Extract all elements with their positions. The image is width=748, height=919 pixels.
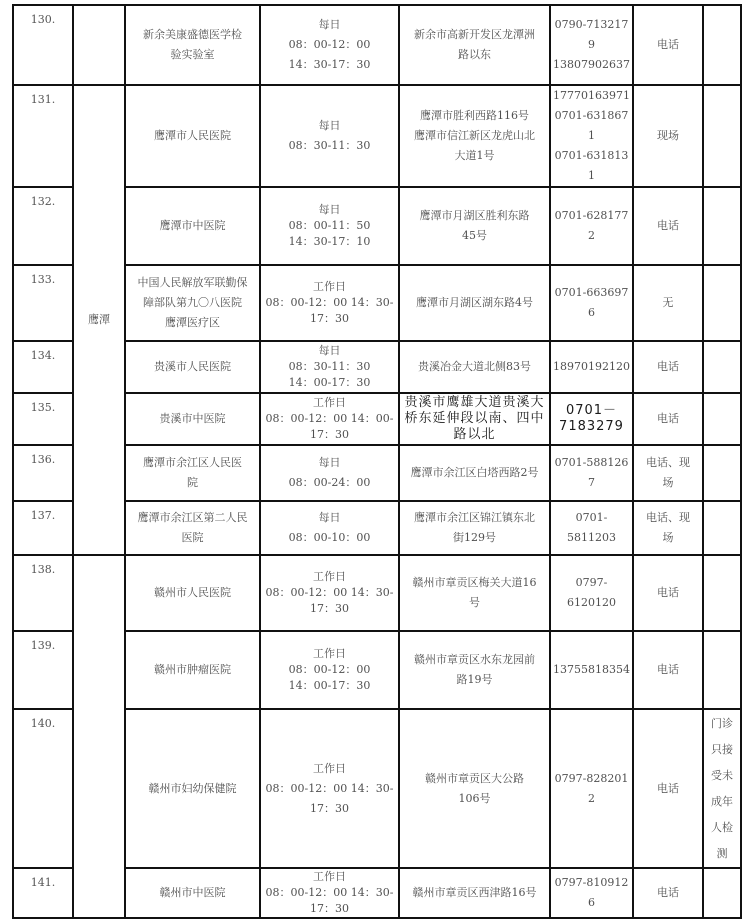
note xyxy=(703,341,741,393)
service-hours xyxy=(260,709,399,868)
booking-method xyxy=(633,555,703,631)
service-hours-line: 08：30-11：30 xyxy=(288,139,371,152)
service-hours xyxy=(260,393,399,445)
institution-name xyxy=(125,709,260,868)
address xyxy=(399,85,550,187)
institution-name xyxy=(125,868,260,918)
phone-line: 0701-6281772 xyxy=(554,209,629,242)
service-hours-line: 工作日 xyxy=(313,280,346,293)
institution-name xyxy=(125,393,260,445)
row-number: 134. xyxy=(13,341,73,393)
institution-name xyxy=(125,85,260,187)
service-hours xyxy=(260,555,399,631)
service-hours xyxy=(260,445,399,501)
service-hours-line: 08：00-12：00 14：00- xyxy=(265,412,394,425)
row-number: 139. xyxy=(13,631,73,709)
row-number: 132. xyxy=(13,187,73,265)
service-hours xyxy=(260,341,399,393)
service-hours-line: 工作日 xyxy=(313,647,346,660)
address-line: 贵溪冶金大道北侧83号 xyxy=(418,360,531,373)
note xyxy=(703,868,741,918)
service-hours xyxy=(260,631,399,709)
phone xyxy=(550,265,633,341)
service-hours-line: 08：00-12：00 14：30- xyxy=(265,586,394,599)
booking-method xyxy=(633,85,703,187)
service-hours-line: 08：00-11：50 xyxy=(288,219,371,232)
table-row xyxy=(13,85,741,187)
booking-method-line: 电话 xyxy=(657,412,679,425)
service-hours-line: 08：00-12：00 14：30- xyxy=(265,781,394,795)
note xyxy=(703,393,741,445)
note-line: 门诊 xyxy=(711,716,733,730)
note-line: 测 xyxy=(716,846,728,860)
institution-name xyxy=(125,341,260,393)
row-number: 140. xyxy=(13,709,73,868)
address-line: 鹰潭市月湖区湖东路4号 xyxy=(416,296,533,309)
institution-name-line: 鹰潭医疗区 xyxy=(165,316,220,329)
booking-method-line: 电话 xyxy=(657,219,679,232)
phone-line: 0701-5881267 xyxy=(554,456,629,489)
booking-method-line: 电话 xyxy=(657,663,679,676)
table-row xyxy=(13,5,741,85)
phone-line: 0797-8109126 xyxy=(554,876,629,909)
address-line: 路以东 xyxy=(458,48,491,61)
note xyxy=(703,555,741,631)
booking-method-line: 现场 xyxy=(657,129,679,142)
phone-line: 0701-6318131 xyxy=(554,149,629,182)
service-hours-line: 17：30 xyxy=(310,902,349,915)
service-hours-line: 17：30 xyxy=(310,801,349,815)
institution-name xyxy=(125,631,260,709)
booking-method xyxy=(633,501,703,555)
address xyxy=(399,709,550,868)
row-number: 141. xyxy=(13,868,73,918)
region-cell xyxy=(73,5,125,85)
institution-name-line: 验实验室 xyxy=(170,48,215,61)
address-line: 街129号 xyxy=(453,531,496,544)
address-line: 45号 xyxy=(462,229,487,242)
note xyxy=(703,5,741,85)
note xyxy=(703,187,741,265)
address xyxy=(399,445,550,501)
institution-name-line: 鹰潭市余江区人民医 xyxy=(143,456,242,469)
phone-line: 0797- xyxy=(575,576,608,589)
service-hours-line: 08：00-12：00 xyxy=(288,38,371,51)
institution-name xyxy=(125,187,260,265)
booking-method xyxy=(633,341,703,393)
service-hours-line: 08：00-10：00 xyxy=(288,531,371,544)
service-hours xyxy=(260,501,399,555)
institution-name-line: 新余美康盛德医学检 xyxy=(143,28,242,41)
row-number: 131. xyxy=(13,85,73,187)
note-line: 人检 xyxy=(711,820,733,834)
service-hours xyxy=(260,5,399,85)
phone xyxy=(550,555,633,631)
service-hours-line: 14：00-17：30 xyxy=(288,679,371,692)
note xyxy=(703,501,741,555)
booking-method-line: 无 xyxy=(662,296,674,309)
institution-name-line: 院 xyxy=(187,476,198,489)
address-line: 鹰潭市余江区白塔西路2号 xyxy=(410,466,539,479)
address-line: 路以北 xyxy=(453,427,496,442)
address-line: 号 xyxy=(469,596,480,609)
institution-name-line: 贵溪市人民医院 xyxy=(154,360,231,373)
row-number: 133. xyxy=(13,265,73,341)
address-line: 新余市高新开发区龙潭洲 xyxy=(414,28,535,41)
address-line: 赣州市章贡区西津路16号 xyxy=(412,886,537,899)
phone-line: 5811203 xyxy=(567,531,616,544)
institution-name-line: 赣州市妇幼保健院 xyxy=(148,781,237,795)
service-hours-line: 08：00-12：00 14：30- xyxy=(265,296,394,309)
note xyxy=(703,709,741,868)
phone xyxy=(550,631,633,709)
booking-method-line: 场 xyxy=(662,476,674,489)
phone-line: 0797-8282012 xyxy=(554,771,629,805)
booking-method xyxy=(633,5,703,85)
booking-method-line: 场 xyxy=(662,531,674,544)
note-line: 受未 xyxy=(711,768,733,782)
service-hours-line: 工作日 xyxy=(313,761,346,775)
phone xyxy=(550,5,633,85)
address xyxy=(399,631,550,709)
phone xyxy=(550,868,633,918)
address xyxy=(399,501,550,555)
address-line: 赣州市章贡区大公路 xyxy=(425,771,524,785)
booking-method-line: 电话 xyxy=(657,586,679,599)
booking-method xyxy=(633,393,703,445)
phone xyxy=(550,187,633,265)
institution-name xyxy=(125,501,260,555)
address xyxy=(399,187,550,265)
service-hours-line: 17：30 xyxy=(310,312,349,325)
service-hours-line: 每日 xyxy=(318,344,341,357)
address-line: 106号 xyxy=(458,791,491,805)
booking-method-line: 电话 xyxy=(657,886,679,899)
address-line: 路19号 xyxy=(456,673,493,686)
booking-method-line: 电话、现 xyxy=(646,456,690,469)
address-line: 鹰潭市月湖区胜利东路 xyxy=(419,209,530,222)
booking-method xyxy=(633,265,703,341)
service-hours-line: 工作日 xyxy=(313,570,346,583)
address xyxy=(399,868,550,918)
service-hours-line: 每日 xyxy=(318,511,341,524)
service-hours-line: 08：00-12：00 14：30- xyxy=(265,886,394,899)
service-hours-line: 08：00-24：00 xyxy=(288,476,371,489)
phone-line: 17770163971 xyxy=(553,89,630,102)
row-number: 138. xyxy=(13,555,73,631)
phone-line: 0701-6318671 xyxy=(554,109,629,142)
phone-line: 0701－ xyxy=(565,403,618,418)
service-hours-line: 每日 xyxy=(318,456,341,469)
booking-method xyxy=(633,187,703,265)
service-hours-line: 每日 xyxy=(318,18,341,31)
institution-name xyxy=(125,445,260,501)
phone xyxy=(550,85,633,187)
phone-line: 0701-6636976 xyxy=(554,286,629,319)
address-line: 桥东延伸段以南、四中 xyxy=(404,411,545,426)
phone xyxy=(550,341,633,393)
institution-name-line: 障部队第九〇八医院 xyxy=(143,296,242,309)
row-number: 135. xyxy=(13,393,73,445)
address-line: 赣州市章贡区水东龙园前 xyxy=(414,653,535,666)
address-line: 赣州市章贡区梅关大道16 xyxy=(412,576,537,589)
address-line: 贵溪市鹰雄大道贵溪大 xyxy=(404,395,545,410)
testing-institutions-table xyxy=(12,4,742,919)
note xyxy=(703,445,741,501)
service-hours-line: 14：30-17：10 xyxy=(288,235,371,248)
note xyxy=(703,265,741,341)
address-line: 鹰潭市余江区锦江镇东北 xyxy=(414,511,535,524)
phone xyxy=(550,709,633,868)
service-hours-line: 08：00-12：00 xyxy=(288,663,371,676)
service-hours-line: 08：30-11：30 xyxy=(288,360,371,373)
phone xyxy=(550,445,633,501)
booking-method xyxy=(633,709,703,868)
address xyxy=(399,5,550,85)
service-hours-line: 工作日 xyxy=(313,870,346,883)
service-hours-line: 每日 xyxy=(318,119,341,132)
address-line: 大道1号 xyxy=(454,149,495,162)
institution-name-line: 医院 xyxy=(181,531,204,544)
region-cell xyxy=(73,555,125,918)
institution-name-line: 鹰潭市人民医院 xyxy=(154,129,231,142)
service-hours-line: 工作日 xyxy=(313,396,346,409)
booking-method xyxy=(633,445,703,501)
address xyxy=(399,341,550,393)
note xyxy=(703,631,741,709)
booking-method-line: 电话 xyxy=(657,781,679,795)
institution-name-line: 贵溪市中医院 xyxy=(159,412,226,425)
booking-method xyxy=(633,631,703,709)
institution-name-line: 鹰潭市中医院 xyxy=(159,219,226,232)
institution-name xyxy=(125,5,260,85)
service-hours xyxy=(260,868,399,918)
address-line: 鹰潭市胜利西路116号 xyxy=(420,109,529,122)
booking-method xyxy=(633,868,703,918)
phone xyxy=(550,393,633,445)
booking-method-line: 电话、现 xyxy=(646,511,690,524)
address-line: 鹰潭市信江新区龙虎山北 xyxy=(414,129,535,142)
phone-line: 0790-7132179 xyxy=(554,18,629,51)
service-hours xyxy=(260,265,399,341)
row-number: 137. xyxy=(13,501,73,555)
institution-name xyxy=(125,555,260,631)
address xyxy=(399,265,550,341)
service-hours-line: 17：30 xyxy=(310,602,349,615)
phone-line: 18970192120 xyxy=(553,360,630,373)
institution-name-line: 赣州市中医院 xyxy=(159,886,226,899)
phone-line: 0701- xyxy=(575,511,608,524)
service-hours xyxy=(260,187,399,265)
service-hours-line: 17：30 xyxy=(310,428,349,441)
note-line: 只接 xyxy=(711,742,733,756)
phone-line: 6120120 xyxy=(567,596,616,609)
service-hours-line: 14：00-17：30 xyxy=(288,376,371,389)
booking-method-line: 电话 xyxy=(657,38,679,51)
booking-method-line: 电话 xyxy=(657,360,679,373)
address xyxy=(399,555,550,631)
phone-line: 7183279 xyxy=(559,419,624,434)
institution-name-line: 赣州市肿瘤医院 xyxy=(154,663,231,676)
service-hours-line: 14：30-17：30 xyxy=(288,58,371,71)
institution-name-line: 鹰潭市余江区第二人民 xyxy=(137,511,248,524)
note-line: 成年 xyxy=(711,794,733,808)
note xyxy=(703,85,741,187)
phone-line: 13807902637 xyxy=(553,58,630,71)
row-number: 130. xyxy=(13,5,73,85)
service-hours-line: 每日 xyxy=(318,203,341,216)
region-cell: 鹰潭 xyxy=(73,85,125,555)
service-hours xyxy=(260,85,399,187)
institution-name-line: 中国人民解放军联勤保 xyxy=(137,276,248,289)
table-row xyxy=(13,555,741,631)
row-number: 136. xyxy=(13,445,73,501)
institution-name-line: 赣州市人民医院 xyxy=(154,586,231,599)
address xyxy=(399,393,550,445)
phone xyxy=(550,501,633,555)
phone-line: 13755818354 xyxy=(553,663,630,676)
institution-name xyxy=(125,265,260,341)
